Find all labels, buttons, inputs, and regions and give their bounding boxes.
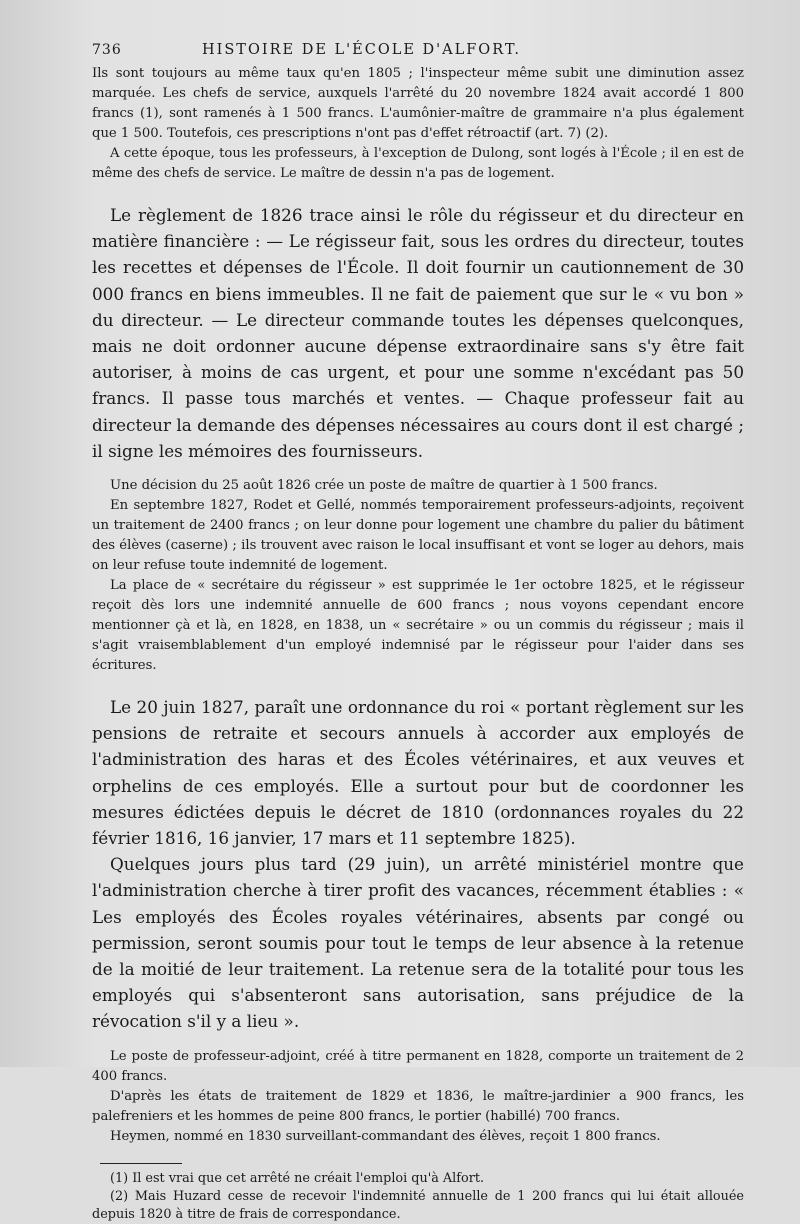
paragraph-secretaire: La place de « secrétaire du régisseur » est supprimée le 1er octobre 1825, et le régisseur reçoit dès lors une indemnité annuelle de 600 francs ; nous voyons cependant encore mentionner çà et là, en 1828, en 1838, un « secrétaire » ou un commis du régisseur ; mais il s'agit vraisemblablement d'un employé indemnisé par le régisseur pour l'aider dans ses écritures. (92, 578, 744, 674)
running-title: HISTOIRE DE L'ÉCOLE D'ALFORT. (202, 42, 521, 58)
paragraph-heymen: Heymen, nommé en 1830 surveillant-commandant des élèves, reçoit 1 800 francs. (110, 1128, 661, 1144)
paragraph-poste-adjoint: Le poste de professeur-adjoint, créé à titre permanent en 1828, comporte un traitement de 2 400 francs. (92, 1048, 744, 1084)
footnote-1: (1) Il est vrai que cet arrêté ne créait l'emploi qu'à Alfort. (110, 1170, 485, 1186)
paragraph-professeurs-adjoints: En septembre 1827, Rodet et Gellé, nommés temporairement professeurs-adjoints, reçoivent un traitement de 2400 francs ; on leur donne pour logement une chambre du palier du bâtiment des élèves (caserne) ; ils trouvent avec raison le local insuffisant et vont se loger au dehors, mais on leur refuse toute indemnité de logement. (92, 498, 744, 574)
paragraph-etats-traitement: D'après les états de traitement de 1829 et 1836, le maître-jardinier a 900 francs, les palefreniers et les hommes de peine 800 francs, le portier (habillé) 700 francs. (92, 1088, 744, 1124)
paragraph-lodging: A cette époque, tous les professeurs, à l'exception de Dulong, sont logés à l'École ; il en est de même des chefs de service. Le maître de dessin n'a pas de logement. (92, 146, 744, 181)
paragraph-reglement-1826: Le règlement de 1826 trace ainsi le rôle du régisseur et du directeur en matière financière : — Le régisseur fait, sous les ordres du directeur, toutes les recettes et dépenses de l'École. Il doit fournir un cautionnement de 30 000 francs en biens immeubles. Il ne fait de paiement que sur le « vu bon » du directeur. — Le directeur commande toutes les dépenses quelconques, mais ne doit ordonner aucune dépense extraordinaire sans s'y être fait autoriser, à moins de cas urgent, et pour une somme n'excédant pas 50 francs. Il passe tous marchés et ventes. — Chaque professeur fait au directeur la demande des dépenses nécessaires au cours dont il est chargé ; il signe les mémoires des fournisseurs. (92, 205, 744, 461)
paragraph-salaries: Ils sont toujours au même taux qu'en 1805 ; l'inspecteur même subit une diminution assez marquée. Les chefs de service, auxquels l'arrêté du 20 novembre 1824 avait accordé 1 800 francs (1), sont ramenés à 1 500 francs. L'aumônier-maître de grammaire n'a plus également que 1 500. Toutefois, ces prescriptions n'ont pas d'effet rétroactif (art. 7) (2). (92, 66, 744, 141)
paragraph-ordonnance-1827: Le 20 juin 1827, paraît une ordonnance du roi « portant règlement sur les pensions de retraite et secours annuels à accorder aux employés de l'administration des haras et des Écoles vétérinaires, et aux veuves et orphelins de ces employés. Elle a surtout pour but de coordonner les mesures édictées depuis le décret de 1810 (ordonnances royales du 22 février 1816, 16 janvier, 17 mars et 11 septembre 1825). (92, 697, 744, 849)
footnote-2: (2) Mais Huzard cesse de recevoir l'indemnité annuelle de 1 200 francs qui lui était allouée depuis 1820 à titre de frais de correspondance. (92, 1188, 744, 1222)
footnote-divider (100, 1163, 182, 1164)
paragraph-maitre-quartier: Une décision du 25 août 1826 crée un poste de maître de quartier à 1 500 francs. (110, 478, 658, 494)
page-header (92, 42, 744, 58)
paragraph-arrete-vacances: Quelques jours plus tard (29 juin), un arrêté ministériel montre que l'administration cherche à tirer profit des vacances, récemment établies : « Les employés des Écoles royales vétérinaires, absents par congé ou permission, seront soumis pour tout le temps de leur absence à la retenue de la moitié de leur traitement. La retenue sera de la totalité pour tous les employés qui s'absenteront sans autorisation, sans préjudice de la révocation s'il y a lieu ». (92, 854, 744, 1032)
page-number: 736 (92, 42, 122, 58)
